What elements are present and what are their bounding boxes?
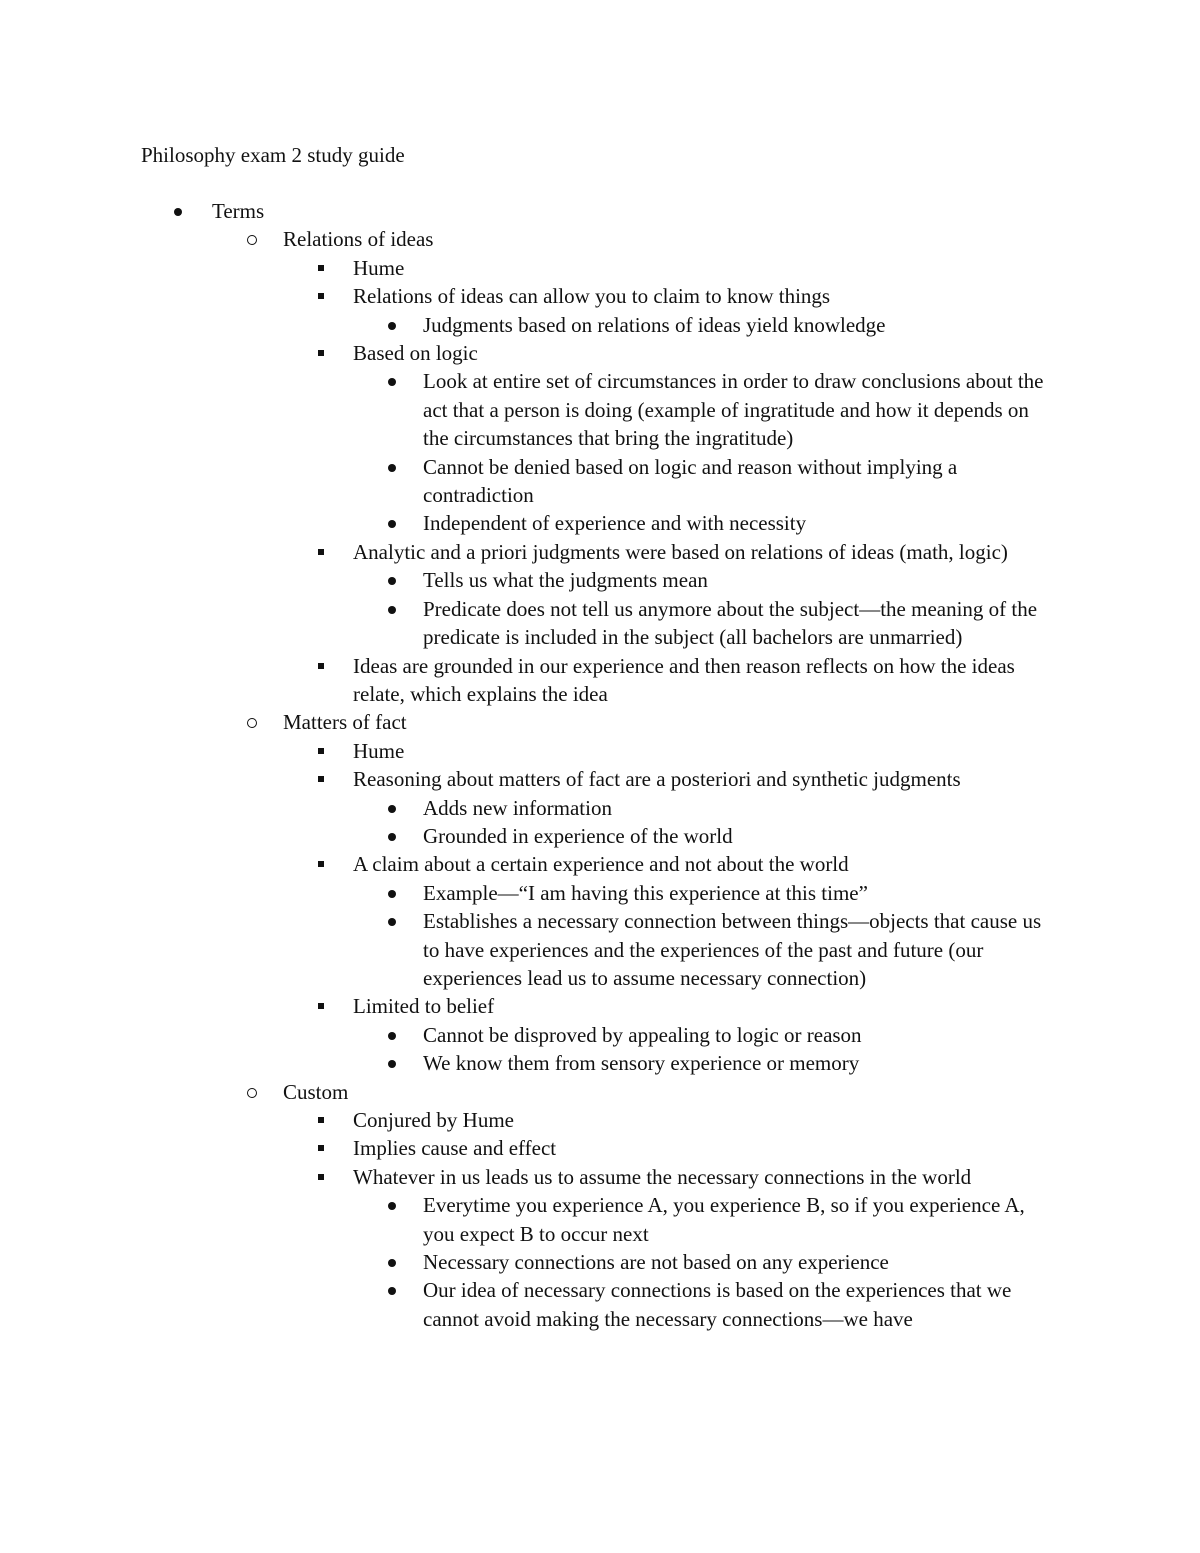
list-item-level-3: Reasoning about matters of fact are a posteriori and synthetic judgments [0,765,1200,793]
list-item-level-4: Cannot be disproved by appealing to logic or reason [0,1021,1200,1049]
list-item-level-3: Hume [0,254,1200,282]
list-item-level-2: Matters of fact [0,708,1200,736]
list-item-level-4: Predicate does not tell us anymore about the subject—the meaning of the predicate is included in the subject (all bachelors are unmarried) [0,595,1200,652]
list-item-level-4: Tells us what the judgments mean [0,566,1200,594]
list-item-level-4: Judgments based on relations of ideas yield knowledge [0,311,1200,339]
list-item-level-4: Adds new information [0,794,1200,822]
list-item-level-4: Establishes a necessary connection between things—objects that cause us to have experiences and the experiences of the past and future (our experiences lead us to assume necessary connection) [0,907,1200,992]
list-item-level-2: Custom [0,1078,1200,1106]
list-item-level-3: A claim about a certain experience and not about the world [0,850,1200,878]
list-item-level-3: Hume [0,737,1200,765]
list-item-level-1: Terms [0,197,1200,225]
list-item-level-4: Cannot be denied based on logic and reason without implying a contradiction [0,453,1200,510]
list-item-level-4: Independent of experience and with necessity [0,509,1200,537]
page-title: Philosophy exam 2 study guide [141,143,405,167]
list-item-level-3: Analytic and a priori judgments were based on relations of ideas (math, logic) [0,538,1200,566]
list-item-level-4: Look at entire set of circumstances in order to draw conclusions about the act that a person is doing (example of ingratitude and how it depends on the circumstances that bring the ingratitude) [0,367,1200,452]
list-item-level-4: Necessary connections are not based on any experience [0,1248,1200,1276]
list-item-level-3: Limited to belief [0,992,1200,1020]
list-item-level-4: Grounded in experience of the world [0,822,1200,850]
list-item-level-3: Based on logic [0,339,1200,367]
list-item-level-4: Our idea of necessary connections is based on the experiences that we cannot avoid making the necessary connections—we have [0,1276,1200,1333]
list-item-level-4: Example—“I am having this experience at this time” [0,879,1200,907]
list-item-level-3: Implies cause and effect [0,1134,1200,1162]
list-item-level-4: Everytime you experience A, you experience B, so if you experience A, you expect B to occur next [0,1191,1200,1248]
list-item-level-3: Conjured by Hume [0,1106,1200,1134]
outline-list [0,197,1200,1333]
list-item-level-3: Ideas are grounded in our experience and then reason reflects on how the ideas relate, which explains the idea [0,652,1200,709]
list-item-level-3: Relations of ideas can allow you to claim to know things [0,282,1200,310]
list-item-level-2: Relations of ideas [0,225,1200,253]
list-item-level-3: Whatever in us leads us to assume the necessary connections in the world [0,1163,1200,1191]
list-item-level-4: We know them from sensory experience or memory [0,1049,1200,1077]
